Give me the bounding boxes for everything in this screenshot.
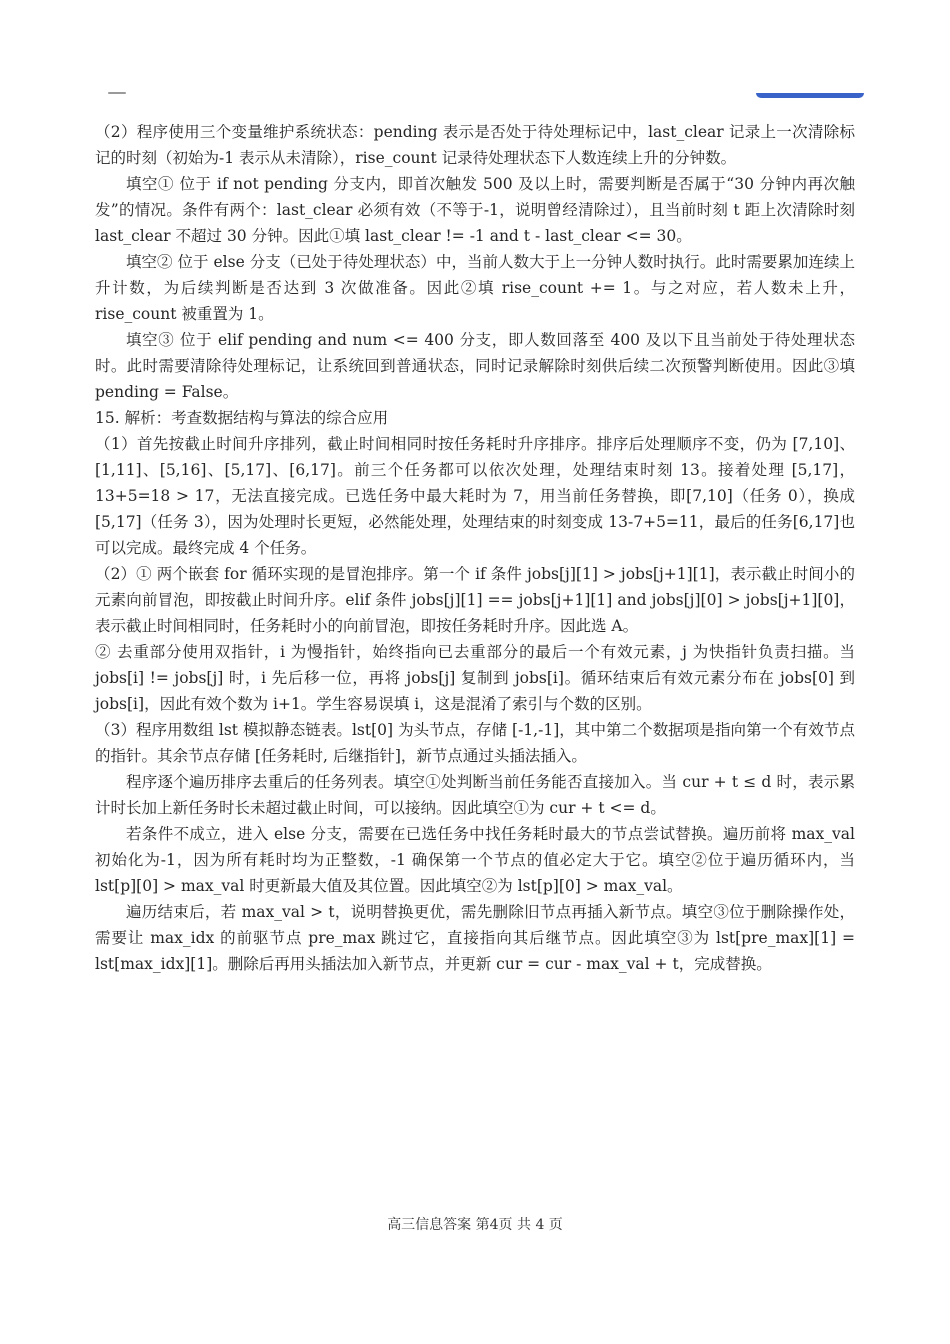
paragraph-15-part-2b: ② 去重部分使用双指针，i 为慢指针，始终指向已去重部分的最后一个有效元素，j 为快指针负责扫描。当 jobs[i] != jobs[j] 时，i 先后移一位，再将 jobs[j] 复制到 jobs[i]。循环结束后有效元素分布在 jobs[0] 到 jobs[i]，因此有效个数为 i+1。学生容易误填 i，这是混淆了索引与个数的区别。 xyxy=(95,643,855,713)
header-dash-mark xyxy=(108,92,126,94)
paragraph-blank-1: 填空① 位于 if not pending 分支内，即首次触发 500 及以上时，需要判断是否属于“30 分钟内再次触发”的情况。条件有两个：last_clear 必须有效（不等于-1，说明曾经清除过），且当前时刻 t 距上次清除时刻 last_clear 不超过 30 分钟。因此①填 last_clear != -1 and t - last_clear <= 30。 xyxy=(95,175,855,245)
paragraph-15-part-3-blank-1: 程序逐个遍历排序去重后的任务列表。填空①处判断当前任务能否直接加入。当 cur + t ≤ d 时，表示累计时长加上新任务时长未超过截止时间，可以接纳。因此填空①为 cur + t <= d。 xyxy=(95,773,855,817)
paragraph-2-intro: （2）程序使用三个变量维护系统状态：pending 表示是否处于待处理标记中，last_clear 记录上一次清除标记的时刻（初始为-1 表示从未清除），rise_count 记录待处理状态下人数连续上升的分钟数。 xyxy=(95,123,855,167)
question-15-heading: 15. 解析：考查数据结构与算法的综合应用 xyxy=(95,409,389,427)
paragraph-15-part-3-blank-3: 遍历结束后，若 max_val > t，说明替换更优，需先删除旧节点再插入新节点。填空③位于删除操作处，需要让 max_idx 的前驱节点 pre_max 跳过它，直接指向其后继节点。因此填空③为 lst[pre_max][1] = lst[max_idx][1]。删除后再用头插法加入新节点，并更新 cur = cur - max_val + t，完成替换。 xyxy=(95,903,855,973)
paragraph-blank-2: 填空② 位于 else 分支（已处于待处理状态）中，当前人数大于上一分钟人数时执行。此时需要累加连续上升计数，为后续判断是否达到 3 次做准备。因此②填 rise_count += 1。与之对应，若人数未上升，rise_count 被重置为 1。 xyxy=(95,253,855,323)
answer-body xyxy=(95,119,855,977)
paragraph-15-part-3-intro: （3）程序用数组 lst 模拟静态链表。lst[0] 为头节点，存储 [-1,-1]，其中第二个数据项是指向第一个有效节点的指针。其余节点存储 [任务耗时, 后继指针]，新节点通过头插法插入。 xyxy=(95,721,855,765)
paragraph-15-part-1: （1）首先按截止时间升序排列，截止时间相同时按任务耗时升序排序。排序后处理顺序不变，仍为 [7,10]、[1,11]、[5,16]、[5,17]、[6,17]。前三个任务都可以依次处理，处理结束时刻 13。接着处理 [5,17]，13+5=18 > 17，无法直接完成。已选任务中最大耗时为 7，用当前任务替换，即[7,10]（任务 0），换成[5,17]（任务 3），因为处理时长更短，必然能处理，处理结束的时刻变成 13-7+5=11，最后的任务[6,17]也可以完成。最终完成 4 个任务。 xyxy=(95,435,855,557)
header-accent-bar xyxy=(756,93,864,98)
paragraph-blank-3: 填空③ 位于 elif pending and num <= 400 分支，即人数回落至 400 及以下且当前处于待处理状态时。此时需要清除待处理标记，让系统回到普通状态，同时记录解除时刻供后续二次预警判断使用。因此③填 pending = False。 xyxy=(95,331,855,401)
paragraph-15-part-2a: （2）① 两个嵌套 for 循环实现的是冒泡排序。第一个 if 条件 jobs[j][1] > jobs[j+1][1]，表示截止时间小的元素向前冒泡，即按截止时间升序。elif 条件 jobs[j][1] == jobs[j+1][1] and jobs[j][0] > jobs[j+1][0]，表示截止时间相同时，任务耗时小的向前冒泡，即按任务耗时升序。因此选 A。 xyxy=(95,565,855,635)
paragraph-15-part-3-blank-2: 若条件不成立，进入 else 分支，需要在已选任务中找任务耗时最大的节点尝试替换。遍历前将 max_val 初始化为-1，因为所有耗时均为正整数，-1 确保第一个节点的值必定大于它。填空②位于遍历循环内，当 lst[p][0] > max_val 时更新最大值及其位置。因此填空②为 lst[p][0] > max_val。 xyxy=(95,825,855,895)
page-footer: 高三信息答案 第4页 共 4 页 xyxy=(387,1217,563,1233)
